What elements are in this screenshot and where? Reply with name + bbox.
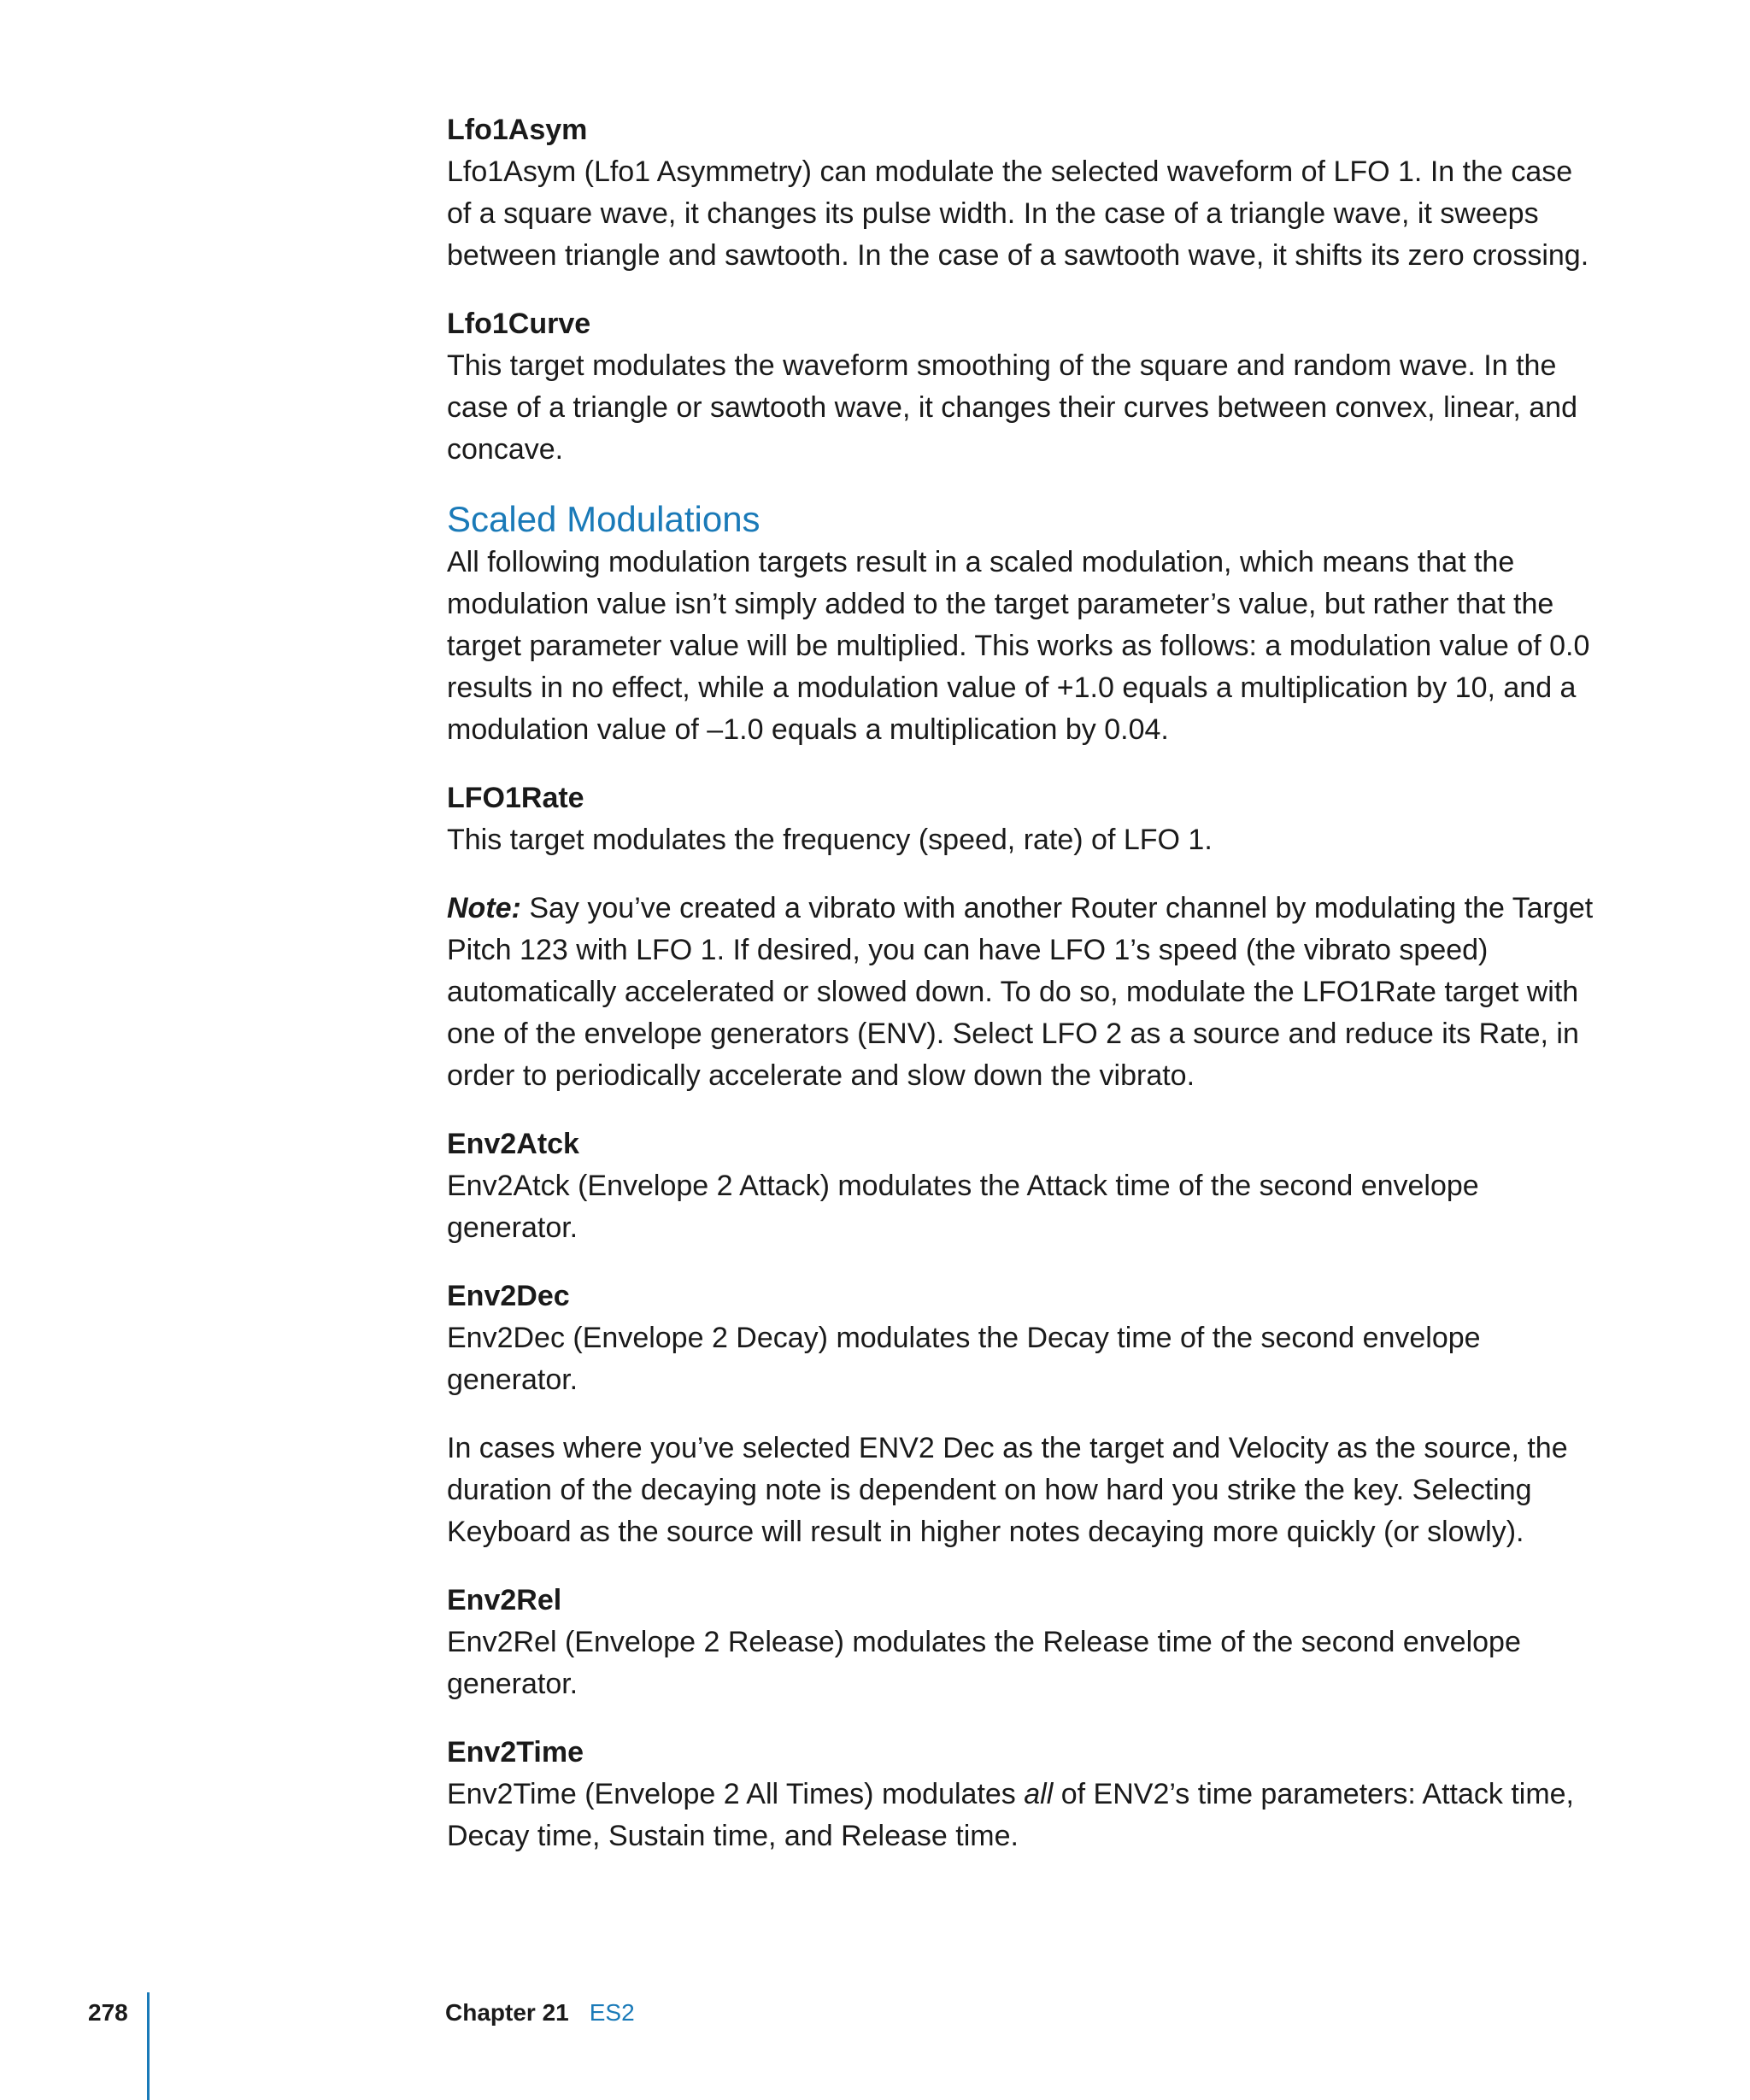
chapter-title: ES2: [589, 1999, 635, 2026]
term-env2time: Env2Time: [447, 1736, 584, 1769]
extra-env2dec: In cases where you’ve selected ENV2 Dec as the target and Velocity as the source, the duration of the decaying note is dependent on how hard you strike the key. Selecting Keyboard as the source will result in higher notes decaying more quickly (or slowly).: [447, 1432, 1568, 1548]
term-lfo1curve: Lfo1Curve: [447, 308, 591, 340]
term-lfo1asym: Lfo1Asym: [447, 114, 588, 146]
footer-divider: [147, 1992, 150, 2100]
body-env2rel: Env2Rel (Envelope 2 Release) modulates the Release time of the second envelope generator.: [447, 1626, 1521, 1700]
footer-chapter: [445, 1996, 635, 2030]
term-env2rel: Env2Rel: [447, 1584, 562, 1616]
note-label: Note:: [447, 892, 521, 924]
body-lfo1rate: This target modulates the frequency (speed, rate) of LFO 1.: [447, 824, 1213, 856]
term-env2dec: Env2Dec: [447, 1280, 570, 1312]
chapter-label: Chapter 21: [445, 1999, 569, 2026]
body-env2time-before: Env2Time (Envelope 2 All Times) modulates: [447, 1778, 1025, 1810]
term-env2atck: Env2Atck: [447, 1128, 579, 1160]
term-lfo1rate: LFO1Rate: [447, 782, 584, 814]
note-lfo1rate: [447, 888, 1600, 1097]
body-env2dec: Env2Dec (Envelope 2 Decay) modulates the Decay time of the second envelope generator.: [447, 1322, 1481, 1396]
body-lfo1asym: Lfo1Asym (Lfo1 Asymmetry) can modulate the selected waveform of LFO 1. In the case of a square wave, it changes its pulse width. In the case of a triangle wave, it sweeps between triangle and sawtooth. In the case of a sawtooth wave, it shifts its zero crossing.: [447, 155, 1589, 272]
note-body: Say you’ve created a vibrato with another Router channel by modulating the Target Pitch 123 with LFO 1. If desired, you can have LFO 1’s speed (the vibrato speed) automatically accelerated or slowed down. To do so, modulate the LFO1Rate target with one of the envelope generators (ENV). Select LFO 2 as a source and reduce its Rate, in order to periodically accelerate and slow down the vibrato.: [447, 892, 1594, 1092]
body-scaled-modulations: All following modulation targets result in a scaled modulation, which means that the modulation value isn’t simply added to the target parameter’s value, but rather that the target parameter value will be multiplied. This works as follows: a modulation value of 0.0 results in no effect, while a modulation value of +1.0 equals a multiplication by 10, and a modulation value of –1.0 equals a multiplication by 0.04.: [447, 546, 1590, 746]
body-lfo1curve: This target modulates the waveform smoothing of the square and random wave. In the case of a triangle or sawtooth wave, it changes their curves between convex, linear, and concave.: [447, 349, 1577, 466]
body-env2atck: Env2Atck (Envelope 2 Attack) modulates the Attack time of the second envelope generator.: [447, 1170, 1479, 1244]
page-content: [447, 109, 1600, 1884]
body-env2time: [447, 1774, 1600, 1857]
body-env2time-after: of ENV2’s time parameters: Attack time, Decay time, Sustain time, and Release time.: [447, 1778, 1575, 1852]
body-env2time-emphasis: all: [1024, 1778, 1054, 1810]
page-number: 278: [88, 1999, 128, 2026]
section-heading-scaled-modulations: Scaled Modulations: [447, 499, 760, 539]
